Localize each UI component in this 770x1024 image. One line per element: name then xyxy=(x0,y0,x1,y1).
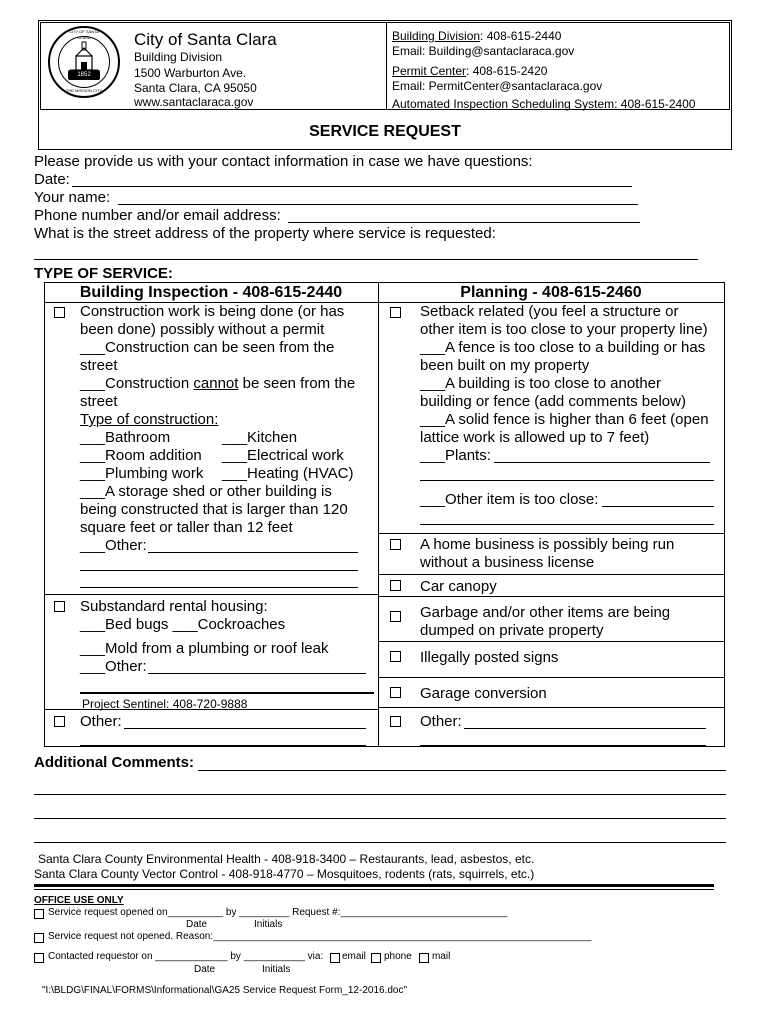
opened-initials-caption: Initials xyxy=(254,919,283,930)
request-not-opened-checkbox[interactable] xyxy=(34,933,44,943)
construction-text-1: Construction work is being done (or has xyxy=(80,303,345,320)
right-divider-garbage xyxy=(378,596,724,597)
address-field[interactable] xyxy=(34,259,698,260)
via-email-checkbox[interactable] xyxy=(330,953,340,963)
solid-fence-option[interactable]: ___A solid fence is higher than 6 feet (open xyxy=(420,411,709,428)
plants-field-2[interactable] xyxy=(420,480,714,481)
via-mail-label: mail xyxy=(432,951,451,962)
building-other-field[interactable] xyxy=(124,728,366,729)
inspection-scheduling-phone: Automated Inspection Scheduling System: 408-615-2400 xyxy=(392,97,696,111)
solid-fence-text-2: lattice work is allowed up to 7 feet) xyxy=(420,429,650,446)
date-field[interactable] xyxy=(72,186,632,187)
right-divider-business xyxy=(378,533,724,534)
address-question: What is the street address of the property where service is requested: xyxy=(34,225,496,242)
contacted-date-caption: Date xyxy=(194,964,216,975)
permit-center-email[interactable]: Email: PermitCenter@santaclaraca.gov xyxy=(392,79,603,93)
table-right-border xyxy=(724,282,725,747)
plants-option[interactable]: ___Plants: xyxy=(420,447,491,464)
car-canopy-checkbox[interactable] xyxy=(390,580,401,591)
setback-text-1: Setback related (you feel a structure or xyxy=(420,303,679,320)
sentinel-rule xyxy=(80,692,374,694)
building-too-close-text-2: building or fence (add comments below) xyxy=(420,393,686,410)
storage-shed-text-3: square feet or taller than 12 feet xyxy=(80,519,293,536)
car-canopy-label: Car canopy xyxy=(420,578,497,595)
home-business-text-2: without a business license xyxy=(420,554,595,571)
left-divider-rental xyxy=(44,594,378,595)
comments-line-4[interactable] xyxy=(34,842,726,843)
contacted-requestor-text: Contacted requestor on _____________ by ___________ via: xyxy=(48,951,324,962)
right-divider-signs xyxy=(378,641,724,642)
building-division-email[interactable]: Email: Building@santaclaraca.gov xyxy=(392,44,575,58)
environmental-health-referral: Santa Clara County Environmental Health - 408-918-3400 – Restaurants, lead, asbestos, etc. xyxy=(38,852,535,866)
name-label: Your name: xyxy=(34,189,111,206)
garbage-text-2: dumped on private property xyxy=(420,622,604,639)
rental-other-field[interactable] xyxy=(148,673,366,674)
office-use-divider xyxy=(34,884,714,887)
garage-conversion-label: Garage conversion xyxy=(420,685,547,702)
kitchen-option[interactable]: ___Kitchen xyxy=(222,429,298,446)
via-mail-checkbox[interactable] xyxy=(419,953,429,963)
type-of-service-label: TYPE OF SERVICE: xyxy=(34,265,173,282)
type-of-construction-label: Type of construction: xyxy=(80,411,219,428)
date-label: Date: xyxy=(34,171,70,188)
seal-year: 1852 xyxy=(77,72,91,78)
building-division-phone: Building Division: 408-615-2440 xyxy=(392,29,562,43)
construction-seen-option[interactable]: ___Construction can be seen from the xyxy=(80,339,335,356)
construction-text-2: been done) possibly without a permit xyxy=(80,321,325,338)
phone-email-label: Phone number and/or email address: xyxy=(34,207,281,224)
request-not-opened-text: Service request not opened. Reason:____________________________________________________________________ xyxy=(48,931,592,942)
planning-other-checkbox[interactable] xyxy=(390,716,401,727)
electrical-option[interactable]: ___Electrical work xyxy=(222,447,344,464)
construction-other-option[interactable]: ___Other: xyxy=(80,537,147,554)
contact-intro: Please provide us with your contact information in case we have questions: xyxy=(34,153,533,170)
right-divider-garage xyxy=(378,677,724,678)
construction-other-field-3[interactable] xyxy=(80,587,358,588)
room-addition-option[interactable]: ___Room addition xyxy=(80,447,202,464)
construction-checkbox[interactable] xyxy=(54,307,65,318)
office-use-label: OFFICE USE ONLY xyxy=(34,895,124,906)
mold-option[interactable]: ___Mold from a plumbing or roof leak xyxy=(80,640,329,657)
header-divider xyxy=(386,22,387,110)
building-inspection-heading: Building Inspection - 408-615-2440 xyxy=(79,284,343,301)
building-division-name: Building Division xyxy=(134,50,223,64)
city-name: City of Santa Clara xyxy=(134,30,277,49)
right-divider-canopy xyxy=(378,574,724,575)
comments-line-3[interactable] xyxy=(34,818,726,819)
seal-bottom-text: THE MISSION CITY xyxy=(65,88,103,93)
construction-not-seen-option[interactable]: ___Construction cannot be seen from the xyxy=(80,375,356,392)
comments-line-1[interactable] xyxy=(198,770,726,771)
project-sentinel-phone: Project Sentinel: 408-720-9888 xyxy=(82,697,248,711)
garage-conversion-checkbox[interactable] xyxy=(390,687,401,698)
setback-checkbox[interactable] xyxy=(390,307,401,318)
heating-option[interactable]: ___Heating (HVAC) xyxy=(222,465,354,482)
contacted-requestor-checkbox[interactable] xyxy=(34,953,44,963)
contacted-initials-caption: Initials xyxy=(262,964,291,975)
office-use-divider-thin xyxy=(34,889,714,890)
permit-center-phone: Permit Center: 408-615-2420 xyxy=(392,64,548,78)
fence-too-close-option[interactable]: ___A fence is too close to a building or has xyxy=(420,339,706,356)
request-opened-checkbox[interactable] xyxy=(34,909,44,919)
garbage-text-1: Garbage and/or other items are being xyxy=(420,604,671,621)
name-field[interactable] xyxy=(118,204,638,205)
rental-housing-checkbox[interactable] xyxy=(54,601,65,612)
table-left-border xyxy=(44,282,45,747)
setback-text-2: other item is too close to your property line) xyxy=(420,321,708,338)
right-divider-other xyxy=(378,707,724,708)
via-phone-checkbox[interactable] xyxy=(371,953,381,963)
bedbugs-cockroaches-options[interactable]: ___Bed bugs ___Cockroaches xyxy=(80,616,286,633)
building-too-close-option[interactable]: ___A building is too close to another xyxy=(420,375,662,392)
other-too-close-field[interactable] xyxy=(602,506,714,507)
opened-date-caption: Date xyxy=(186,919,208,930)
address-line-2: Santa Clara, CA 95050 xyxy=(134,81,257,95)
bathroom-option[interactable]: ___Bathroom xyxy=(80,429,171,446)
storage-shed-text-2: being constructed that is larger than 120 xyxy=(80,501,348,518)
construction-not-seen-option-2: street xyxy=(80,393,118,410)
construction-other-field[interactable] xyxy=(148,552,358,553)
garbage-checkbox[interactable] xyxy=(390,611,401,622)
storage-shed-option[interactable]: ___A storage shed or other building is xyxy=(80,483,332,500)
via-phone-label: phone xyxy=(384,951,412,962)
planning-other-label: Other: xyxy=(420,713,462,730)
request-opened-text: Service request opened on__________ by _________ Request #:______________________________ xyxy=(48,907,508,918)
building-other-label: Other: xyxy=(80,713,122,730)
vector-control-referral: Santa Clara County Vector Control - 408-918-4770 – Mosquitoes, rodents (rats, squirrels, etc.) xyxy=(34,867,535,881)
seal-top-text: CITY OF SANTA CLARA xyxy=(69,29,99,40)
construction-seen-option-2: street xyxy=(80,357,118,374)
plants-field[interactable] xyxy=(494,462,710,463)
rental-other-option[interactable]: ___Other: xyxy=(80,658,147,675)
website[interactable]: www.santaclaraca.gov xyxy=(134,95,254,109)
other-too-close-option[interactable]: ___Other item is too close: xyxy=(420,491,599,508)
other-too-close-field-2[interactable] xyxy=(420,524,714,525)
page-title: SERVICE REQUEST xyxy=(309,123,461,140)
planning-other-field-2[interactable] xyxy=(420,745,706,746)
rental-housing-label: Substandard rental housing: xyxy=(80,598,268,615)
via-email-label: email xyxy=(342,951,366,962)
illegal-signs-label: Illegally posted signs xyxy=(420,649,559,666)
address-line-1: 1500 Warburton Ave. xyxy=(134,66,247,80)
planning-heading: Planning - 408-615-2460 xyxy=(460,284,642,301)
additional-comments-label: Additional Comments: xyxy=(34,754,194,771)
home-business-checkbox[interactable] xyxy=(390,539,401,550)
building-other-checkbox[interactable] xyxy=(54,716,65,727)
construction-other-field-2[interactable] xyxy=(80,570,358,571)
document-file-path: "I:\BLDG\FINAL\FORMS\Informational\GA25 Service Request Form_12-2016.doc" xyxy=(42,985,408,996)
home-business-text-1: A home business is possibly being run xyxy=(420,536,675,553)
comments-line-2[interactable] xyxy=(34,794,726,795)
fence-too-close-text-2: been built on my property xyxy=(420,357,590,374)
building-other-field-2[interactable] xyxy=(80,745,366,746)
planning-other-field[interactable] xyxy=(464,728,706,729)
illegal-signs-checkbox[interactable] xyxy=(390,651,401,662)
plumbing-option[interactable]: ___Plumbing work xyxy=(80,465,204,482)
phone-email-field[interactable] xyxy=(288,222,640,223)
table-bottom-border xyxy=(44,746,724,747)
